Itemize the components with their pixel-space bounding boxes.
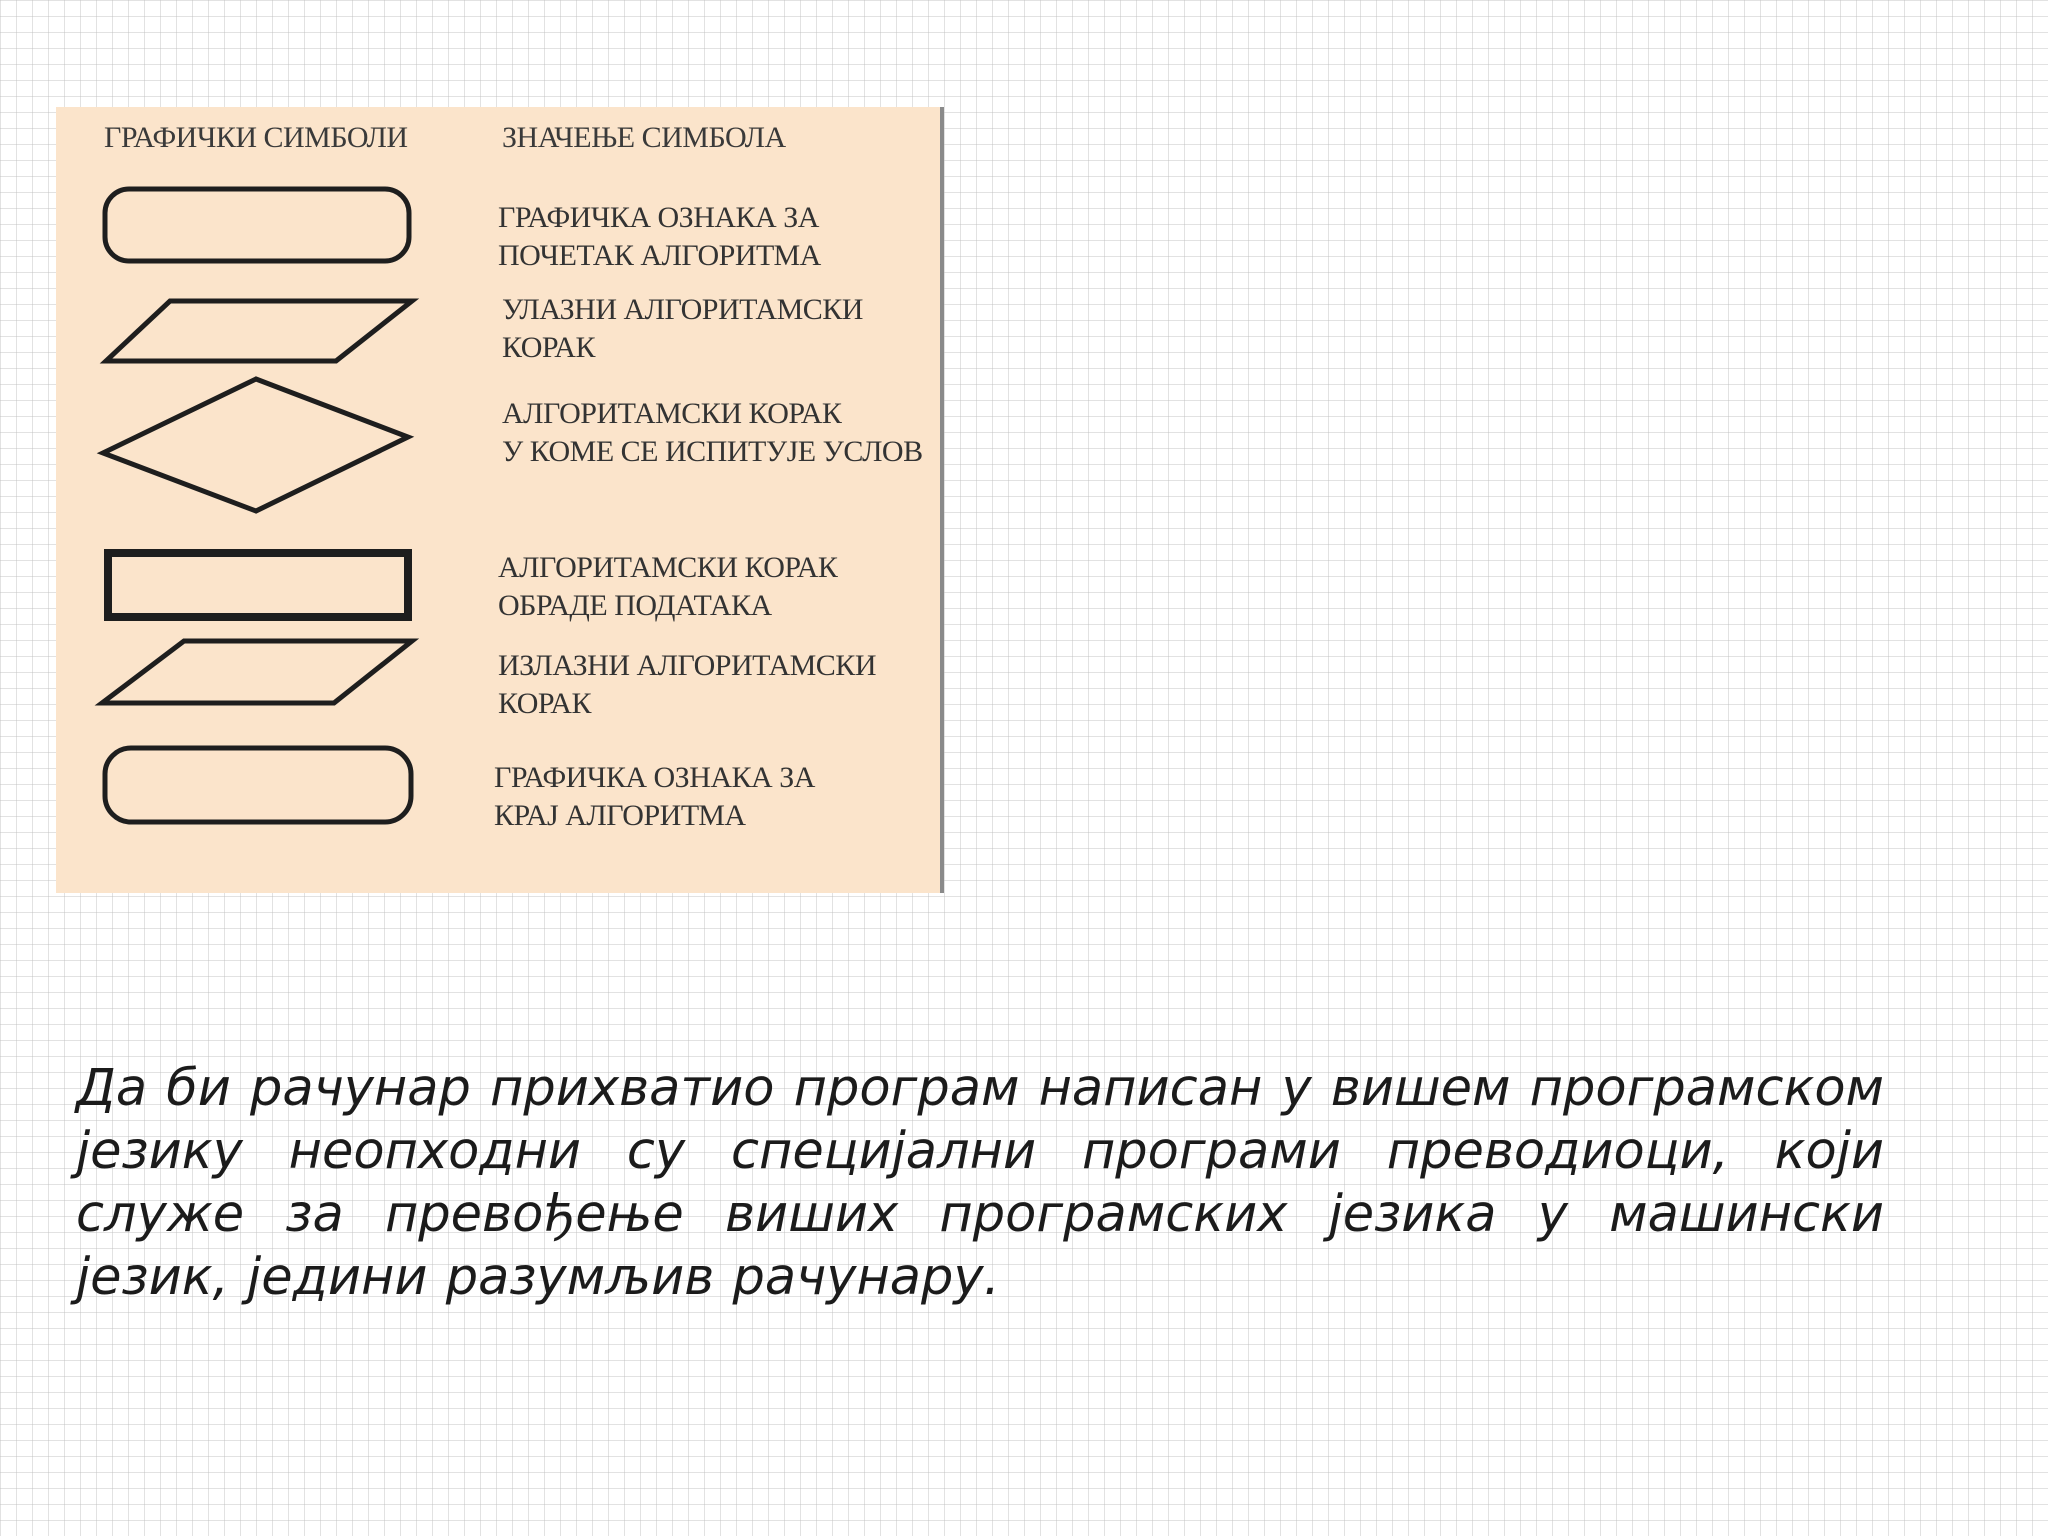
meaning-line: ОБРАДЕ ПОДАТАКА [498,589,772,622]
meaning-decision [502,395,923,471]
meaning-output [498,647,876,723]
meaning-column-header: ЗНАЧЕЊЕ СИМБОЛА [502,121,786,154]
rectangle-icon [108,553,408,617]
parallelogram-icon [102,641,412,703]
meaning-process [498,549,837,625]
meaning-line: КОРАК [498,687,591,720]
body-paragraph: Да би рачунар прихватио програм написан у вишем програмском језику неопходни су специјални програми преводиоци, који служе за превођење виших програмских језика у машински језик, једини разумљив рачунару. [76,1059,1884,1307]
diamond-icon [103,379,408,511]
meaning-line: ГРАФИЧКА ОЗНАКА ЗА [494,761,815,794]
meaning-line: АЛГОРИТАМСКИ КОРАК [502,397,842,430]
meaning-line: КРАЈ АЛГОРИТМА [494,799,746,832]
meaning-line: У КОМЕ СЕ ИСПИТУЈЕ УСЛОВ [502,435,923,468]
meaning-input [502,291,863,367]
meaning-line: ГРАФИЧКА ОЗНАКА ЗА [498,201,819,234]
symbols-column-header: ГРАФИЧКИ СИМБОЛИ [104,121,408,154]
rounded-rectangle-icon [105,189,409,261]
meaning-start [498,199,821,275]
rounded-rectangle-icon [105,748,411,822]
parallelogram-icon [106,301,412,361]
meaning-line: АЛГОРИТАМСКИ КОРАК [498,551,838,584]
meaning-line: УЛАЗНИ АЛГОРИТАМСКИ [502,293,863,326]
flowchart-symbols-table [56,107,944,893]
meaning-line: КОРАК [502,331,595,364]
meaning-line: ИЗЛАЗНИ АЛГОРИТАМСКИ [498,649,876,682]
meaning-line: ПОЧЕТАК АЛГОРИТМА [498,239,821,272]
meaning-end [494,759,815,835]
